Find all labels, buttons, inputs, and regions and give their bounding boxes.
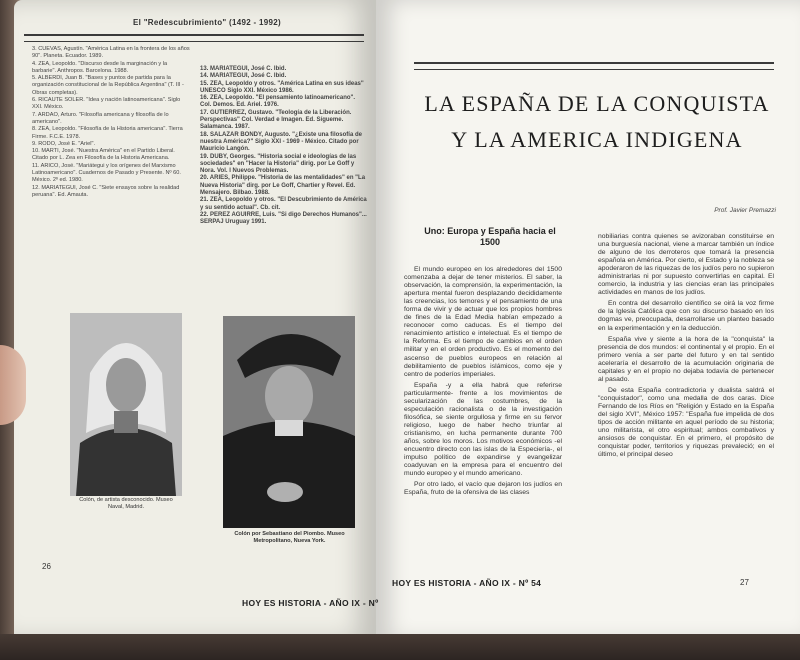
page-footer: HOY ES HISTORIA - AÑO IX - Nº 54 — [392, 578, 542, 588]
paragraph: España vive y siente a la hora de la "conquista" la presencia de dos mundos: el continental y el propio. En el primero venía a ser parte del futuro y en tal sentido aceleraría el desarrollo de la acumulación originaria de capitales y en el propio no dejaba todavía de pertenecer al pasado. — [598, 335, 774, 383]
running-head: El "Redescubrimiento" (1492 - 1992) — [133, 18, 281, 27]
article-column-1 — [404, 266, 562, 500]
footnote: 16. ZEA, Leopoldo. "El pensamiento latinoamericano". Col. Demos. Ed. Ariel. 1976. — [200, 95, 356, 109]
footnote: 7. ARDAO, Arturo. "Filosofía americana y filosofía de lo americano". — [32, 111, 169, 125]
footnote: 5. ALBERDI, Juan B. "Bases y puntos de partida para la organización constitucional de la República Argentina" (T. III - Obras completas). — [32, 75, 184, 96]
paragraph: España -y a ella habrá que referirse particularmente- frente a los movimientos de secularización de las costumbres, de la especulación racionalista o de la investigación filosófica, se siente orgullosa y firme en su fervor religioso, luego de haber hecho triunfar al cristianismo, en lucha permanente durante 700 años, sobre los moros. Los motivos económicos -el encuentro directo con las islas de la Especiería-, el impulso político de expandirse y evangelizar coadyuvan en la empresa para el encuentro del mundo europeo y el mundo americano. — [404, 381, 562, 478]
footnote: 22. PEREZ AGUIRRE, Luis. "Si digo Derechos Humanos"... SERPAJ Uruguay 1991. — [200, 211, 367, 226]
footnote: 12. MARIATEGUI, José C. "Siete ensayos sobre la realidad peruana". Ed. Amauta. — [32, 184, 180, 198]
paragraph: El mundo europeo en los alrededores del 1500 comenzaba a dejar de tener misterios. El saber, la observación, la comprensión, la experimentación, la apertura mental fueron desplazando decididamente las creencias, los temores y el pensamiento de una forma de vivir y de actuar que los propios hombres de fines de la Edad Media habían empezado a reconocer como caducas. Es el tiempo del renacimiento artístico e intelectual. Es el tiempo de la Reforma. Es el tiempo de cambios en el orden militar y en el orden productivo. Es el momento del ascenso de pueblos europeos en relación al debilitamiento de pueblos islámicos, como eje y centro de poderíos imperiales. — [404, 266, 562, 378]
page-footer: HOY ES HISTORIA - AÑO IX - Nº — [242, 598, 379, 608]
footnote: 9. RODO, José E. "Ariel". — [32, 140, 96, 147]
footnote: 3. CUEVAS, Agustín. "América Latina en la frontera de los años 90". Planeta. Ecuador. 1989. — [32, 46, 190, 60]
footnote: 10. MARTI, José. "Nuestra América" en el Partido Liberal. Citado por L. Zea en Filosofía de la Historia Americana. — [32, 148, 175, 162]
portrait-photo-columbus-2 — [223, 316, 355, 528]
footnote: 8. ZEA, Leopoldo. "Filosofía de la Historia americana". Tierra Firme. F.C.E. 1978. — [32, 126, 183, 140]
article-column-2 — [598, 233, 774, 462]
footnotes-column-2 — [200, 66, 368, 227]
section-heading: Uno: Europa y España hacia el 1500 — [424, 226, 556, 247]
footnote: 15. ZEA, Leopoldo y otros. "América Latina en sus ideas" UNESCO Siglo XXI. México 1986. — [200, 80, 364, 94]
portrait-photo-columbus-1 — [70, 313, 182, 496]
footnote: 6. RICAUTE SOLER. "Idea y nación latinoamericana". Siglo XXI. México. — [32, 97, 181, 111]
footnote: 14. MARIATEGUI, José C. Ibid. — [200, 73, 287, 80]
paragraph: En contra del desarrollo científico se oirá la voz firme de la Iglesia Católica que con su discurso basado en los dogmas ve, preocupada, desarrollarse un planteo basado en la experimentación y en la deducción. — [598, 300, 774, 332]
article-title: LA ESPAÑA DE LA CONQUISTA Y LA AMERICA INDIGENA — [424, 91, 770, 152]
footnote: 11. ARICO, José. "Mariátegui y los orígenes del Marxismo Latinoamericano". Cuadernos de Pasado y Presente. Nº 60. México. 2º ed. 1980. — [32, 162, 181, 184]
footnote: 18. SALAZAR BONDY, Augusto. "¿Existe una filosofía de nuestra América?" Siglo XXI - 1969 - México. Citado por Mauricio Langón. — [200, 131, 362, 153]
footnote: 13. MARIATEGUI, José C. Ibid. — [200, 66, 287, 72]
footnote: 21. ZEA, Leopoldo y otros. "El Descubrimiento de América y su sentido actual". Cb. cit. — [200, 197, 367, 211]
photo-caption: Colón, de artista desconocido. Museo Naval, Madrid. — [79, 497, 173, 510]
footnote: 4. ZEA, Leopoldo. "Discurso desde la marginación y la barbarie". Anthropos. Barcelona. 1988. — [32, 60, 168, 74]
table-edge — [0, 634, 800, 660]
footnotes-column-1 — [32, 46, 192, 199]
header-rule — [24, 34, 364, 42]
article-author: Prof. Javier Premazzi — [714, 207, 776, 214]
footnote: 20. ARIES, Philippe. "Historia de las mentalidades" en "La Nueva Historia" dirg. por Le Goff, Chartier y Revel. Ed. Mensajero. Bilbao. 1988. — [200, 175, 366, 197]
paragraph: nobiliarias contra quienes se avizoraban constituirse en una burguesía nacional, viene a marcar también un índice de alguno de los derroteros que tomará la presencia española en América. Por cierto, el Estado y la nobleza se apoderaron de las riquezas de los judíos pero no supieron administrarlas ni por supuesto convertirlas en capital. El comercio, la industria y las ciencias eran las principales actividades en manos de los judíos. — [598, 233, 774, 297]
paragraph: Por otro lado, el vacío que dejaron los judíos en España, fruto de la ofensiva de las clases — [404, 481, 562, 497]
paragraph: De esta España contradictoria y dualista saldrá el "conquistador", como una medalla de dos caras. Dice Fernando de los Ríos en "Religión y Estado en la España del siglo XVI", México 1957: "España fue impelida de dos tipos de acción militante en aquel período de su historia; uno militarista, el otro espiritual; ambos combativos y ansiosos de conquistar. En el primero, el propósito de conquistar poder, territorios y riquezas prevaleció; en el último, el principal deseo — [598, 386, 774, 459]
portrait-illustration — [70, 313, 182, 496]
footnote: 17. GUTIERREZ, Gustavo. "Teología de la Liberación. Perspectivas" Col. Verdad e Imagen. Ed. Sígueme. Salamanca. 1987. — [200, 109, 352, 131]
header-rule — [414, 62, 774, 70]
photo-caption: Colón por Sebastiano del Piombo. Museo Metropolitano, Nueva York. — [234, 531, 345, 544]
portrait-illustration — [223, 316, 355, 528]
page-number: 26 — [42, 562, 51, 571]
page-number: 27 — [740, 578, 749, 587]
footnote: 19. DUBY, Georges. "Historia social e ideologías de las sociedades" en "Hacer la Historia" dirig. por Le Goff y Nora. Vol. I Nuevos Problemas. — [200, 153, 357, 175]
